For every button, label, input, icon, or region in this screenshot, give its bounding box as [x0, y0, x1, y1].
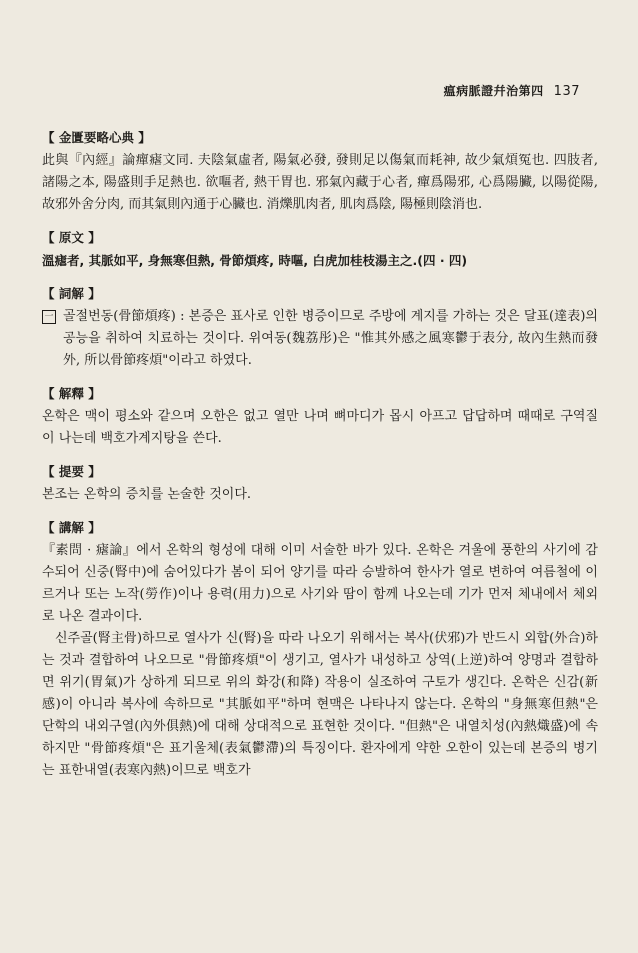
- section-heading-original: 【 原文 】: [42, 230, 101, 245]
- glossary-entry: [42, 306, 598, 372]
- original-text: 溫瘧者, 其脈如平, 身無寒但熱, 骨節煩疼, 時嘔, 白虎加桂枝湯主之.(四 · 四): [42, 253, 468, 268]
- explanation-text: 온학은 맥이 평소와 같으며 오한은 없고 열만 나며 뼈마디가 몹시 아프고 답답하며 때때로 구역질이 나는데 백호가계지탕을 쓴다.: [42, 409, 598, 446]
- page-number: 137: [553, 84, 580, 99]
- page-content: [42, 128, 598, 782]
- glossary-number-mark: 一: [42, 310, 56, 324]
- glossary-text: 골절번동(骨節煩疼) : 본증은 표사로 인한 병증이므로 주방에 계지를 가하는 것은 달표(達表)의 공능을 취하여 치료하는 것이다. 위여동(魏荔彤)은 "惟其外感之風寒鬱于表分, 故內生熱而發外, 所以骨節疼煩"이라고 하였다.: [63, 309, 598, 368]
- running-header: [444, 82, 580, 99]
- section-heading-commentary: 【 講解 】: [42, 520, 101, 535]
- section-heading-glossary: 【 詞解 】: [42, 286, 101, 301]
- commentary-paragraph-1: 『素問 · 瘧論』에서 온학의 형성에 대해 이미 서술한 바가 있다. 온학은 겨울에 풍한의 사기에 감수되어 신중(腎中)에 숨어있다가 봄이 되어 양기를 따라 승발하여 한사가 열로 변하여 여름철에 이르거나 또는 노작(勞作)이나 용력(用力)으로 사기와 땀이 함께 나오는데 기가 먼저 체내에서 체외로 나온 결과이다.: [42, 543, 598, 624]
- commentary-paragraph-2: 신주골(腎主骨)하므로 열사가 신(腎)을 따라 나오기 위해서는 복사(伏邪)가 반드시 외합(外合)하는 것과 결합하여 나오므로 "骨節疼煩"이 생기고, 열사가 내성하고 상역(上逆)하여 양명과 결합하면 위기(胃氣)가 상하게 되므로 위의 화강(和降) 작용이 실조하여 구토가 생긴다. 온학은 신감(新感)이 아니라 복사에 속하므로 "其脈如平"하며 현맥은 나타나지 않는다. 온학의 "身無寒但熱"은 단학의 내외구열(內外俱熱)에 대해 상대적으로 표현한 것이다. "但熱"은 내열치성(內熱熾盛)에 속하지만 "骨節疼煩"은 표기울체(表氣鬱滯)의 특징이다. 환자에게 약한 오한이 있는데 본증의 병기는 표한내열(表寒內熱)이므로 백호가: [42, 631, 598, 778]
- section-heading-jingui: 【 金匱要略心典 】: [42, 130, 151, 145]
- section-heading-explanation: 【 解釋 】: [42, 386, 101, 401]
- jingui-text: 此與『內經』論癉瘧文同. 夫陰氣虛者, 陽氣必發, 發則足以傷氣而耗神, 故少氣煩冤也. 四肢者, 諸陽之本, 陽盛則手足熱也. 欲嘔者, 熱干胃也. 邪氣內藏于心者, 癉爲陽邪, 心爲陽臟, 以陽從陽, 故邪外舍分肉, 而其氣則內通于心臟也. 消爍肌肉者, 肌肉爲陰, 陽極則陰消也.: [42, 153, 598, 212]
- running-title: 瘟病脈證幷治第四: [443, 84, 544, 98]
- section-heading-summary: 【 提要 】: [42, 464, 101, 479]
- summary-text: 본조는 온학의 증치를 논술한 것이다.: [42, 487, 252, 502]
